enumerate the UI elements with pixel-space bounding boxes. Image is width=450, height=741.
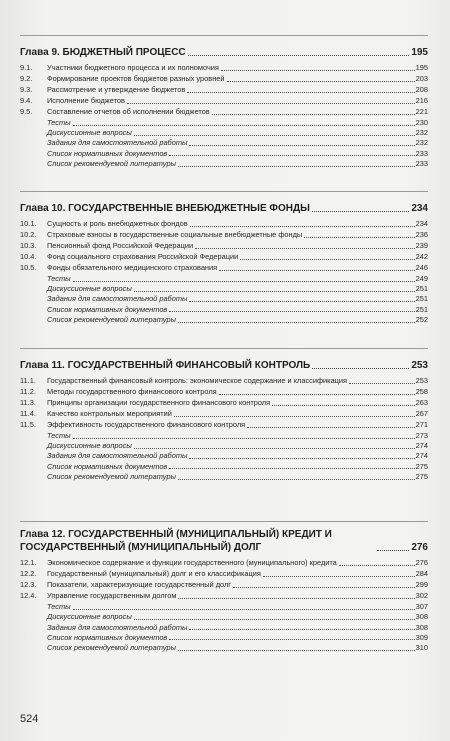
entry-title: Показатели, характеризующие государственный долг [47,579,232,589]
dot-leader [312,211,409,212]
toc-entry [20,219,428,229]
dot-leader [195,248,415,249]
entry-page: 274 [415,441,428,451]
entry-title: Дискуссионные вопросы [47,128,132,138]
dot-leader [227,81,415,82]
toc-entry [20,580,428,590]
entry-number: 10.4. [20,251,37,261]
dot-leader [339,565,415,566]
entry-page: 308 [415,612,428,622]
dot-leader [127,103,415,104]
entry-title: Методы государственного финансового контроля [47,386,217,396]
entry-number: 9.2. [20,73,33,83]
entry-number: 9.4. [20,95,33,105]
toc-entry [20,315,428,325]
dot-leader [134,135,415,136]
entry-page: 307 [415,601,428,611]
chapter-title: Глава 12. ГОСУДАРСТВЕННЫЙ (МУНИЦИПАЛЬНЫЙ) КРЕДИТ И ГОСУДАРСТВЕННЫЙ (МУНИЦИПАЛЬНЫЙ) ДОЛГ [20,529,332,553]
entry-title: Дискуссионные вопросы [47,612,132,622]
toc-entry [20,633,428,643]
entry-number: 10.5. [20,262,37,272]
entry-page: 251 [415,304,428,314]
entry-page: 242 [415,251,428,261]
dot-leader [221,70,415,71]
dot-leader [189,145,414,146]
dot-leader [272,405,415,406]
entry-page: 232 [415,128,428,138]
entry-title: Фонд социального страхования Российской Федерации [47,251,239,261]
entry-title: Задания для самостоятельной работы [47,622,188,632]
chapter-title: Глава 11. ГОСУДАРСТВЕННЫЙ ФИНАНСОВЫЙ КОНТРОЛЬ [20,360,311,371]
page-number: 524 [20,713,39,725]
chapter-10 [20,191,428,325]
toc-entry [20,138,428,148]
toc-entry [20,241,428,251]
dot-leader [134,291,415,292]
dot-leader [263,576,415,577]
dot-leader [349,383,415,384]
dot-leader [219,394,415,395]
dot-leader [178,166,415,167]
entry-title: Список рекомендуемой литературы [47,159,176,169]
dot-leader [377,550,409,551]
toc-entry [20,602,428,612]
toc-entry [20,612,428,622]
entry-title: Задания для самостоятельной работы [47,294,188,304]
dot-leader [189,629,414,630]
dot-leader [189,301,414,302]
dot-leader [219,270,415,271]
dot-leader [240,259,414,260]
entry-page: 230 [415,117,428,127]
chapter-page: 195 [411,47,428,58]
toc-entry [20,451,428,461]
toc-entry [20,376,428,386]
entry-title: Участники бюджетного процесса и их полномочия [47,63,219,72]
entry-title: Тесты [47,430,71,440]
entry-number: 9.1. [20,63,33,72]
entry-title: Дискуссионные вопросы [47,441,132,451]
chapter-page: 253 [411,360,428,371]
chapter-page: 234 [411,203,428,214]
toc-entry [20,96,428,106]
dot-leader [188,55,410,56]
entry-title: Задания для самостоятельной работы [47,138,188,148]
toc-entry [20,305,428,315]
entry-number: 11.1. [20,376,36,385]
dot-leader [178,322,415,323]
entry-page: 232 [415,138,428,148]
dot-leader [189,458,414,459]
entry-page: 249 [415,273,428,283]
entry-title: Управление государственным долгом [47,590,177,600]
entry-page: 221 [415,106,428,116]
toc-entry [20,431,428,441]
chapter-page: 276 [411,542,428,553]
entry-page: 195 [415,63,428,72]
dot-leader [73,125,415,126]
entry-page: 216 [415,95,428,105]
chapter-11 [20,348,428,482]
toc-entry [20,462,428,472]
entry-title: Тесты [47,273,71,283]
entry-page: 253 [415,376,428,385]
dot-leader [178,650,415,651]
dot-leader [174,416,415,417]
chapter-heading [20,36,428,63]
toc-entry [20,558,428,568]
entry-page: 308 [415,622,428,632]
entry-title: Принципы организации государственного финансового контроля [47,397,271,407]
entry-page: 276 [415,558,428,567]
entry-page: 251 [415,284,428,294]
entry-title: Тесты [47,601,71,611]
entry-page: 203 [415,73,428,83]
entry-page: 310 [415,643,428,653]
toc-entry [20,63,428,73]
entry-page: 251 [415,294,428,304]
entry-page: 275 [415,472,428,482]
entry-page: 258 [415,386,428,396]
dot-leader [169,468,414,469]
entry-page: 309 [415,632,428,642]
dot-leader [190,226,415,227]
entry-page: 263 [415,397,428,407]
dot-leader [169,311,414,312]
entry-title: Рассмотрение и утверждение бюджетов [47,84,186,94]
toc-entry [20,591,428,601]
entry-number: 11.5. [20,419,36,429]
entry-title: Список нормативных документов [47,304,168,314]
toc-entry [20,387,428,397]
chapter-12 [20,521,428,653]
entry-number: 10.2. [20,229,37,239]
entry-title: Задания для самостоятельной работы [47,451,188,461]
entry-title: Тесты [47,117,71,127]
toc-entry [20,472,428,482]
entry-number: 11.3. [20,397,36,407]
toc-entry [20,230,428,240]
entry-page: 299 [415,579,428,589]
entry-number: 9.5. [20,106,33,116]
dot-leader [212,114,415,115]
chapter-9 [20,35,428,169]
entry-title: Государственный (муниципальный) долг и его классификация [47,568,261,578]
toc-entry [20,85,428,95]
entry-title: Дискуссионные вопросы [47,284,132,294]
entry-title: Эффективность государственного финансового контроля [47,419,246,429]
entry-title: Страховые взносы в государственные социальные внебюджетные фонды [47,229,303,239]
entry-page: 233 [415,148,428,158]
dot-leader [73,438,415,439]
toc-entry [20,274,428,284]
entry-page: 236 [415,229,428,239]
toc-entry [20,420,428,430]
toc-entry [20,398,428,408]
entry-title: Экономическое содержание и функции государственного (муниципального) кредита [47,558,337,567]
toc-entry [20,284,428,294]
entry-title: Формирование проектов бюджетов разных уровней [47,73,225,83]
toc-entry [20,569,428,579]
entry-title: Пенсионный фонд Российской Федерации [47,240,194,250]
dot-leader [178,598,414,599]
entry-number: 12.4. [20,590,37,600]
entry-title: Фонды обязательного медицинского страхования [47,262,218,272]
chapter-heading [20,522,428,558]
entry-number: 11.2. [20,386,36,396]
entry-page: 274 [415,451,428,461]
dot-leader [169,155,414,156]
chapter-heading [20,192,428,219]
toc-entry [20,441,428,451]
dot-leader [169,639,414,640]
entry-page: 239 [415,240,428,250]
entry-number: 10.1. [20,219,37,228]
dot-leader [178,479,415,480]
dot-leader [73,609,415,610]
toc-entry [20,159,428,169]
entry-page: 252 [415,315,428,325]
dot-leader [304,237,414,238]
chapter-title: Глава 9. БЮДЖЕТНЫЙ ПРОЦЕСС [20,47,186,58]
dot-leader [73,281,415,282]
entry-number: 12.2. [20,568,37,578]
dot-leader [134,448,415,449]
toc-entry [20,118,428,128]
entry-title: Государственный финансовый контроль: экономическое содержание и классификация [47,376,348,385]
entry-title: Список рекомендуемой литературы [47,315,176,325]
toc-entry [20,107,428,117]
dot-leader [312,368,409,369]
toc-entry [20,252,428,262]
entry-title: Исполнение бюджетов [47,95,125,105]
dot-leader [187,92,414,93]
entry-page: 246 [415,262,428,272]
entry-page: 267 [415,408,428,418]
dot-leader [247,427,415,428]
toc-entry [20,623,428,633]
entry-title: Составление отчетов об исполнении бюджетов [47,106,210,116]
entry-page: 275 [415,461,428,471]
entry-page: 284 [415,568,428,578]
entry-number: 9.3. [20,84,33,94]
entry-page: 302 [415,590,428,600]
dot-leader [233,587,415,588]
toc-entry [20,643,428,653]
entry-title: Список нормативных документов [47,148,168,158]
entry-page: 234 [415,219,428,228]
entry-title: Список нормативных документов [47,461,168,471]
entry-number: 12.1. [20,558,37,567]
entry-number: 12.3. [20,579,37,589]
entry-title: Список рекомендуемой литературы [47,643,176,653]
toc-entry [20,149,428,159]
entry-title: Список нормативных документов [47,632,168,642]
chapter-heading [20,349,428,376]
entry-title: Сущность и роль внебюджетных фондов [47,219,188,228]
entry-page: 273 [415,430,428,440]
entry-page: 233 [415,159,428,169]
toc-entry [20,294,428,304]
entry-page: 208 [415,84,428,94]
entry-number: 11.4. [20,408,36,418]
entry-title: Качество контрольных мероприятий [47,408,172,418]
entry-number: 10.3. [20,240,37,250]
entry-title: Список рекомендуемой литературы [47,472,176,482]
dot-leader [134,619,415,620]
toc-entry [20,74,428,84]
chapter-title: Глава 10. ГОСУДАРСТВЕННЫЕ ВНЕБЮДЖЕТНЫЕ ФОНДЫ [20,203,310,214]
toc-entry [20,409,428,419]
toc-entry [20,263,428,273]
toc-entry [20,128,428,138]
entry-page: 271 [415,419,428,429]
